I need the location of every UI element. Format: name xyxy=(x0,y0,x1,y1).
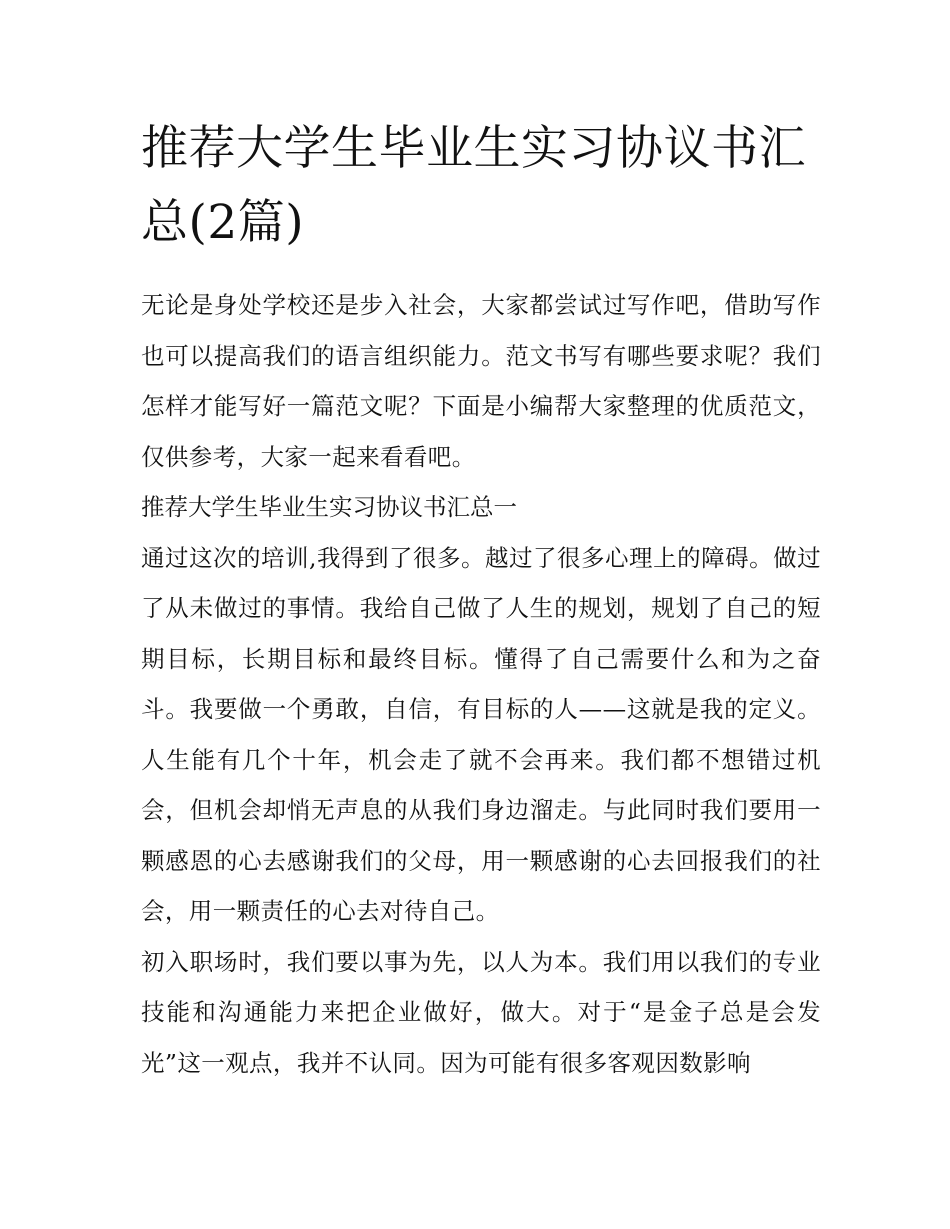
document-body xyxy=(141,280,821,1088)
body-paragraph: 通过这次的培训,我得到了很多。越过了很多心理上的障碍。做过了从未做过的事情。我给自己做了人生的规划，规划了自己的短期目标，长期目标和最终目标。懂得了自己需要什么和为之奋斗。我要做一个勇敢，自信，有目标的人——这就是我的定义。人生能有几个十年，机会走了就不会再来。我们都不想错过机会，但机会却悄无声息的从我们身边溜走。与此同时我们要用一颗感恩的心去感谢我们的父母，用一颗感谢的心去回报我们的社会，用一颗责任的心去对待自己。 xyxy=(141,543,821,925)
section-heading: 推荐大学生毕业生实习协议书汇总一 xyxy=(141,493,517,521)
document-page xyxy=(141,112,821,1088)
body-paragraph: 初入职场时，我们要以事为先，以人为本。我们用以我们的专业技能和沟通能力来把企业做好，做大。对于“是金子总是会发光”这一观点，我并不认同。因为可能有很多客观因数影响 xyxy=(141,947,821,1077)
intro-paragraph: 无论是身处学校还是步入社会，大家都尝试过写作吧，借助写作也可以提高我们的语言组织能力。范文书写有哪些要求呢？我们怎样才能写好一篇范文呢？下面是小编帮大家整理的优质范文，仅供参考，大家一起来看看吧。 xyxy=(141,291,821,471)
document-title: 推荐大学生毕业生实习协议书汇总(2篇) xyxy=(141,121,806,250)
